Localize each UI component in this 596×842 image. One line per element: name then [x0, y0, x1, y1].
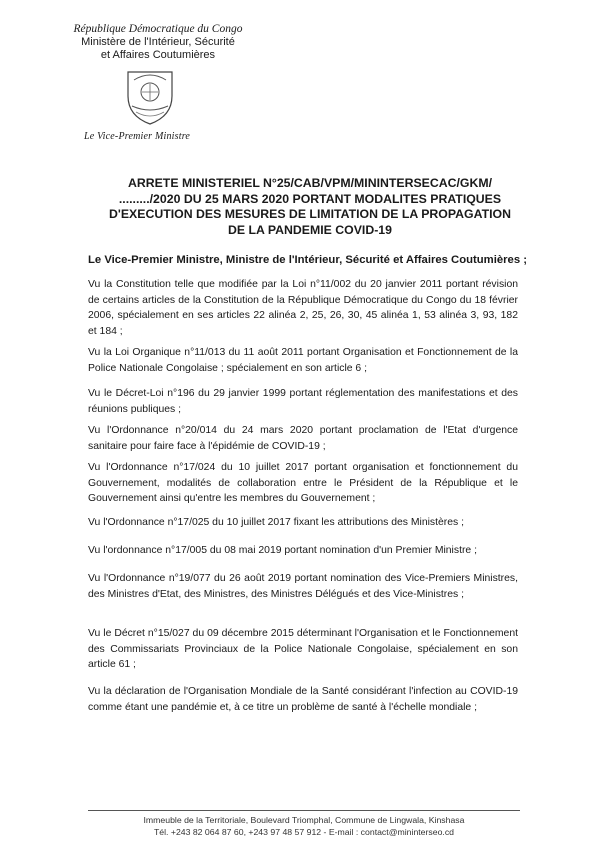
considerant-paragraph: Vu l'Ordonnance n°17/024 du 10 juillet 2017 portant organisation et fonctionnement du Gouvernement, modalités de collaboration entre le Président de la République et le Gouvernement ainsi qu'entre les membres du Gouvernement ;	[88, 462, 518, 505]
considerant-paragraph: Vu la Loi Organique n°11/013 du 11 août 2011 portant Organisation et Fonctionnement de la Police Nationale Congolaise ; spécialement en son article 6 ;	[88, 347, 518, 374]
considerant-paragraph: Vu la déclaration de l'Organisation Mondiale de la Santé considérant l'infection au COVID-19 comme étant une pandémie et, à ce titre un problème de santé à l'échelle mondiale ;	[88, 686, 518, 713]
considerant-paragraph: Vu l'Ordonnance n°20/014 du 24 mars 2020 portant proclamation de l'Etat d'urgence sanitaire pour faire face à l'épidémie de COVID-19 ;	[88, 425, 518, 452]
document-title	[100, 176, 520, 238]
ministry-name-line1: Ministère de l'Intérieur, Sécurité	[81, 36, 235, 48]
title-line-3: D'EXECUTION DES MESURES DE LIMITATION DE LA PROPAGATION	[109, 207, 511, 221]
considerant-paragraph: Vu le Décret n°15/027 du 09 décembre 2015 déterminant l'Organisation et le Fonctionnement des Commissariats Provinciaux de la Police Nationale Congolaise, spécialement en son article 61 ;	[88, 628, 518, 671]
considerant-paragraph: Vu la Constitution telle que modifiée par la Loi n°11/002 du 20 janvier 2011 portant révision de certains articles de la Constitution de la République Démocratique du Congo du 18 février 2006, spécialement en ses articles 22 alinéa 2, 25, 26, 30, 45 alinéa 1, 53 alinéa 3, 93, 182 et 184 ;	[88, 279, 518, 337]
vice-premier-signature-line: Le Vice-Premier Ministre	[84, 131, 191, 142]
coat-of-arms-emblem	[122, 66, 178, 126]
issuing-authority: Le Vice-Premier Ministre, Ministre de l'Intérieur, Sécurité et Affaires Coutumières ;	[88, 254, 528, 266]
ministry-name-line2: et Affaires Coutumières	[100, 49, 216, 61]
title-line-1: ARRETE MINISTERIEL N°25/CAB/VPM/MININTERSECAC/GKM/	[127, 176, 493, 190]
footer	[88, 814, 520, 838]
considerant-paragraph: Vu l'Ordonnance n°17/025 du 10 juillet 2017 fixant les attributions des Ministères ;	[88, 517, 465, 528]
footer-divider	[88, 810, 520, 811]
footer-address: Immeuble de la Territoriale, Boulevard Triomphal, Commune de Lingwala, Kinshasa	[143, 815, 465, 825]
considerant-paragraph: Vu l'Ordonnance n°19/077 du 26 août 2019 portant nomination des Vice-Premiers Ministres, des Ministres d'Etat, des Ministres, des Ministres Délégués et des Vice-Ministres ;	[88, 573, 518, 600]
considerant-paragraph: Vu l'ordonnance n°17/005 du 08 mai 2019 portant nomination d'un Premier Ministre ;	[88, 545, 477, 556]
title-line-2: ........./2020 DU 25 MARS 2020 PORTANT MODALITES PRATIQUES	[118, 191, 502, 206]
considerant-paragraph: Vu le Décret-Loi n°196 du 29 janvier 1999 portant réglementation des manifestations et des réunions publiques ;	[88, 388, 518, 415]
title-line-4: DE LA PANDEMIE COVID-19	[228, 222, 392, 237]
footer-contact: Tél. +243 82 064 87 60, +243 97 48 57 912 - E-mail : contact@mininterseo.cd	[153, 827, 455, 837]
republic-name: République Démocratique du Congo	[73, 23, 243, 35]
letterhead	[58, 22, 258, 62]
